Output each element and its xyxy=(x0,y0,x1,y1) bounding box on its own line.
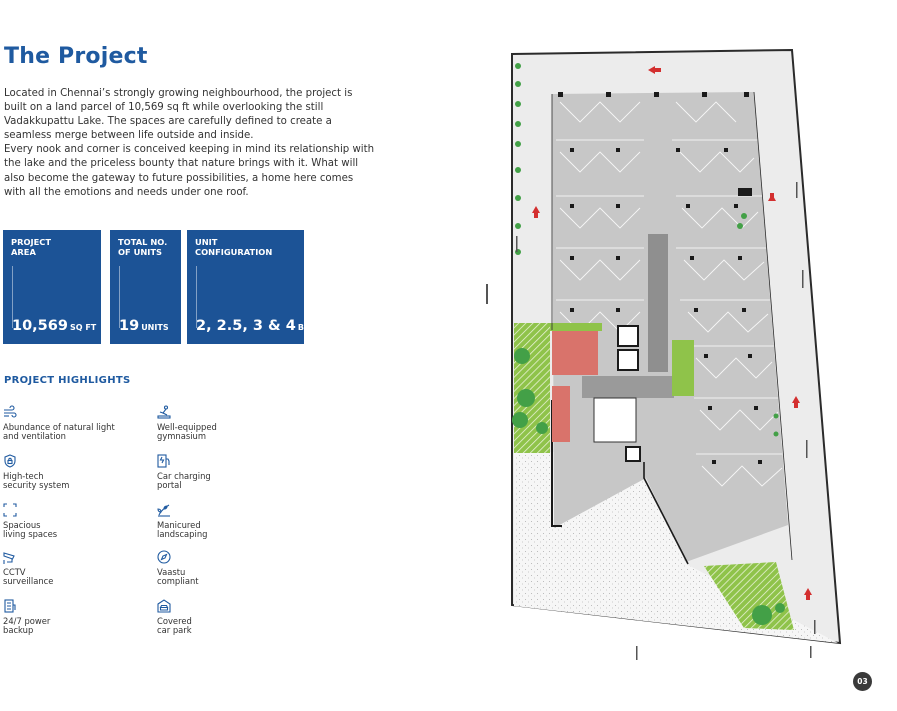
highlights-title: PROJECT HIGHLIGHTS xyxy=(4,375,131,386)
highlight-label: Spacious living spaces xyxy=(3,520,58,539)
highlight-item xyxy=(3,599,133,634)
expand-icon xyxy=(3,503,17,517)
stat-label: PROJECT AREA xyxy=(11,237,52,257)
highlight-label: Car charging portal xyxy=(157,471,211,490)
highlight-item xyxy=(3,454,133,489)
stat-value: 10,569 SQ FT xyxy=(12,318,97,334)
intro-text xyxy=(4,87,376,200)
landscape-strip xyxy=(514,323,550,453)
site-floor-plan xyxy=(476,40,854,670)
garage-icon xyxy=(157,599,171,613)
highlight-item xyxy=(3,405,133,440)
page-title: The Project xyxy=(4,44,148,69)
stat-label: UNIT CONFIGURATION xyxy=(195,237,273,257)
driveway xyxy=(582,376,674,398)
highlight-item xyxy=(3,503,133,538)
generator-icon xyxy=(3,599,17,613)
lift-core xyxy=(618,350,638,370)
highlight-label: CCTV surveillance xyxy=(3,567,54,586)
highlight-label: High-tech security system xyxy=(3,471,70,490)
highlight-item xyxy=(157,454,287,489)
intro-paragraph: Located in Chennai’s strongly growing neighbourhood, the project is built on a land parcel of 10,569 sq ft while overlooking the still Vadakkupattu Lake. The spaces are carefully defined to create a seamless merge between life outside and inside. xyxy=(4,88,353,142)
highlight-label: Manicured landscaping xyxy=(157,520,208,539)
landscape-strip xyxy=(550,323,602,331)
lift-core xyxy=(618,326,638,346)
gym-icon xyxy=(157,405,171,419)
stat-project-area xyxy=(3,230,101,344)
lobby xyxy=(594,398,636,442)
highlight-label: Abundance of natural light and ventilation xyxy=(3,422,115,441)
highlight-label: 24/7 power backup xyxy=(3,616,51,635)
stat-value: 2, 2.5, 3 & 4 BHK xyxy=(196,318,317,334)
highlight-label: Vaastu compliant xyxy=(157,567,199,586)
shield-icon xyxy=(3,454,17,468)
stat-total-units xyxy=(110,230,181,344)
stat-value: 19 UNITS xyxy=(119,318,169,334)
page-number: 03 xyxy=(853,672,872,691)
stat-unit-configuration xyxy=(187,230,317,344)
highlight-item xyxy=(157,503,287,538)
highlight-label: Well-equipped gymnasium xyxy=(157,422,217,441)
pavilion xyxy=(552,386,570,442)
driveway xyxy=(648,234,668,372)
pavilion xyxy=(552,331,598,375)
stat-label: TOTAL NO. OF UNITS xyxy=(118,237,168,257)
compass-icon xyxy=(157,550,171,564)
highlight-item xyxy=(3,550,133,585)
highlight-item xyxy=(157,550,287,585)
highlight-label: Covered car park xyxy=(157,616,192,635)
garden-bed xyxy=(672,340,694,396)
highlight-item xyxy=(157,405,287,440)
intro-paragraph: Every nook and corner is conceived keeping in mind its relationship with the lake and the priceless bounty that nature brings with it. What will also become the gateway to future possibilities, a home here comes with all the emotions and needs under one roof. xyxy=(4,144,375,198)
cctv-icon xyxy=(3,550,17,564)
lift-core xyxy=(626,447,640,461)
ev-charger-icon xyxy=(157,454,171,468)
wind-icon xyxy=(3,405,17,419)
landscape-icon xyxy=(157,503,171,517)
highlight-item xyxy=(157,599,287,634)
